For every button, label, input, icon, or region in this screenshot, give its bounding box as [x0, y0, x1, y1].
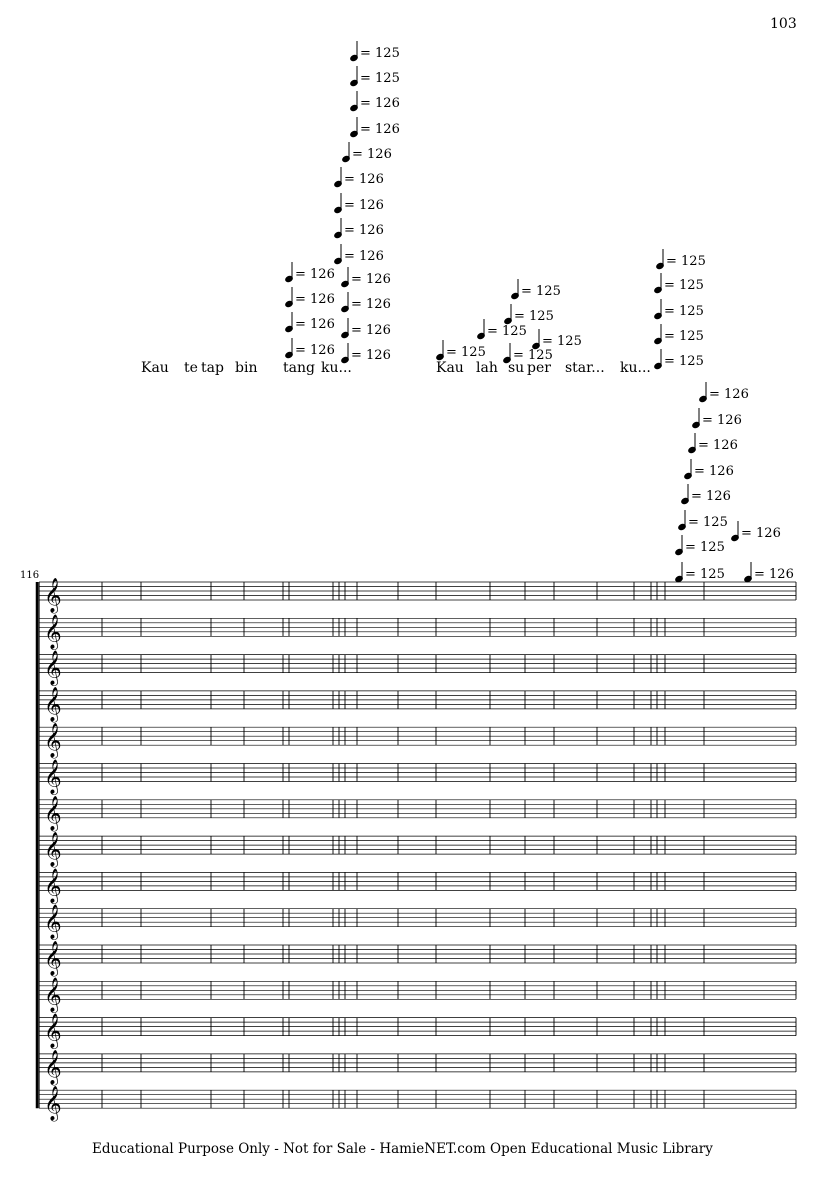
- staff: [39, 760, 796, 796]
- staff: [39, 941, 796, 977]
- staff: [39, 868, 796, 904]
- treble-clef-icon: 𝄞: [44, 904, 62, 940]
- staff: [39, 977, 796, 1013]
- staff: [39, 1050, 796, 1086]
- staff: [39, 1014, 796, 1050]
- treble-clef-icon: 𝄞: [44, 868, 62, 904]
- lyric-syllable: lah: [476, 360, 498, 376]
- treble-clef-icon: 𝄞: [44, 759, 62, 795]
- treble-clef-icon: 𝄞: [44, 795, 62, 831]
- treble-clef-icon: 𝄞: [44, 723, 62, 759]
- staff: [39, 796, 796, 832]
- staff: [39, 578, 796, 614]
- treble-clef-icon: 𝄞: [44, 832, 62, 868]
- treble-clef-icon: 𝄞: [44, 1086, 62, 1122]
- lyric-syllable: star...: [565, 360, 605, 376]
- lyric-syllable: per: [527, 360, 551, 376]
- lyric-syllable: te: [184, 360, 198, 376]
- treble-clef-icon: 𝄞: [44, 941, 62, 976]
- lyric-syllable: ku...: [620, 360, 651, 376]
- page-number: 103: [770, 16, 797, 32]
- measure-number: 116: [20, 570, 40, 581]
- treble-clef-icon: 𝄞: [44, 578, 62, 613]
- lyric-syllable: Kau: [141, 360, 169, 376]
- lyric-syllable: Kau: [436, 360, 464, 376]
- treble-clef-icon: 𝄞: [44, 650, 62, 686]
- staff: [39, 614, 796, 650]
- treble-clef-icon: 𝄞: [44, 977, 62, 1013]
- treble-clef-icon: 𝄞: [44, 1013, 62, 1049]
- footer-text: Educational Purpose Only - Not for Sale - HamieNET.com Open Educational Music Library: [92, 1141, 713, 1157]
- staff: [39, 687, 796, 723]
- staff: [39, 651, 796, 687]
- treble-clef-icon: 𝄞: [44, 614, 62, 650]
- staff: [39, 832, 796, 868]
- lyric-syllable: su: [508, 360, 525, 376]
- staff: [39, 1086, 796, 1122]
- treble-clef-icon: 𝄞: [44, 1049, 62, 1085]
- lyric-syllable: bin: [235, 360, 258, 376]
- staff: [39, 905, 796, 941]
- lyric-syllable: tap: [201, 360, 224, 376]
- lyric-syllable: tang: [283, 360, 315, 376]
- lyric-syllable: ku...: [321, 360, 352, 376]
- treble-clef-icon: 𝄞: [44, 686, 62, 722]
- staff: [39, 723, 796, 759]
